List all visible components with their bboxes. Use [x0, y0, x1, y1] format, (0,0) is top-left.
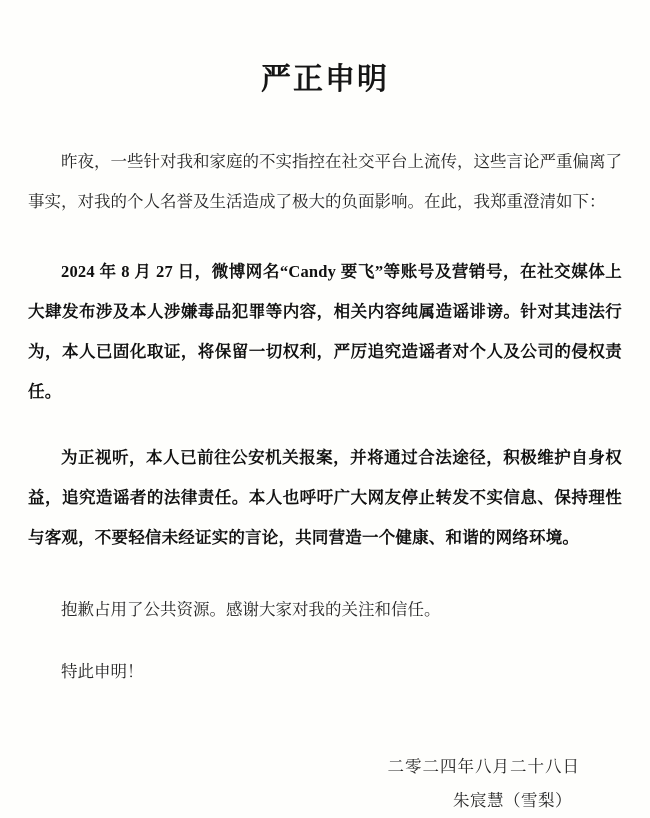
paragraph-spacer: [28, 558, 622, 590]
paragraph-intro: 昨夜，一些针对我和家庭的不实指控在社交平台上流传，这些言论严重偏离了事实，对我的个人名誉及生活造成了极大的负面影响。在此，我郑重澄清如下：: [28, 152, 622, 211]
paragraph-spacer: [28, 412, 622, 438]
signature-block: [28, 750, 622, 818]
paragraph-declaration: 特此申明！: [61, 662, 144, 681]
paragraph-clarification-1: 2024 年 8 月 27 日，微博网名“Candy 要飞”等账号及营销号，在社交媒体上大肆发布涉及本人涉嫌毒品犯罪等内容，相关内容纯属造谣诽谤。针对其违法行为，本人已固化取证，将保留一切权利，严厉追究造谣者对个人及公司的侵权责任。: [28, 262, 622, 401]
paragraph-apology: 抱歉占用了公共资源。感谢大家对我的关注和信任。: [61, 600, 441, 619]
paragraph-spacer: [28, 630, 622, 652]
document-body: [0, 142, 650, 818]
paragraph-spacer: [28, 222, 622, 252]
page-title: 严正申明: [261, 63, 389, 96]
signature-date: 二零二四年八月二十八日: [387, 757, 580, 776]
signature-name: 朱宸慧（雪梨）: [453, 791, 572, 810]
paragraph-clarification-2: 为正视听，本人已前往公安机关报案，并将通过合法途径，积极维护自身权益，追究造谣者的法律责任。本人也呼吁广大网友停止转发不实信息、保持理性与客观，不要轻信未经证实的言论，共同营造一个健康、和谐的网络环境。: [28, 448, 622, 547]
